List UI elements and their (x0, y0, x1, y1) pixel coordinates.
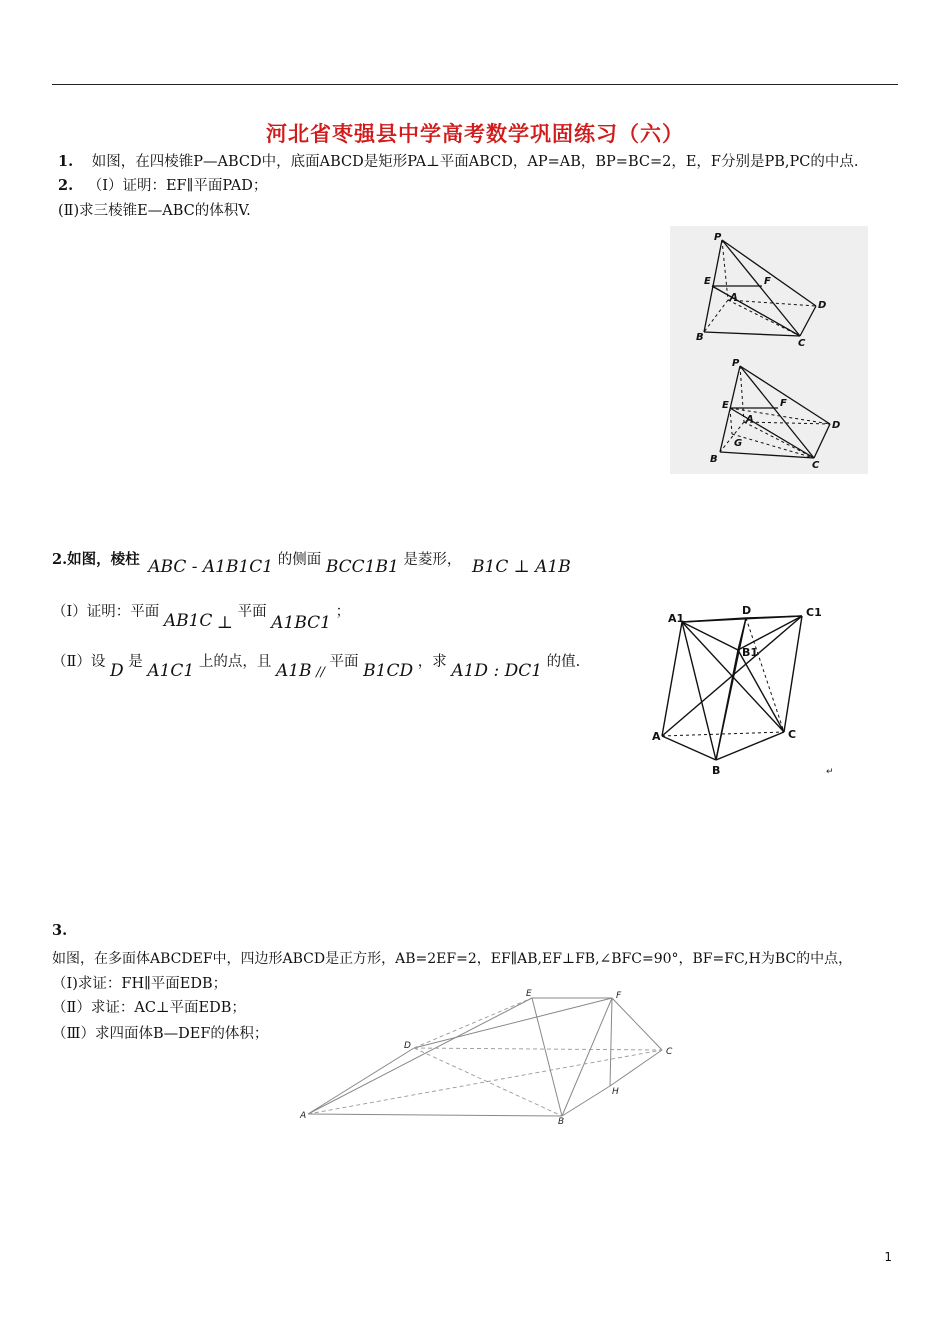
fig1-label-c: C (798, 338, 806, 349)
q2-part2-plane: B1CD (363, 661, 414, 681)
q2-part2-point: D (109, 661, 124, 681)
page-number: 1 (884, 1250, 892, 1264)
fig2-label-g: G (734, 438, 743, 449)
q2-perp: B1C ⊥ A1B (472, 557, 571, 577)
q2-part2-on: 上的点，且 (198, 654, 272, 670)
q2-part2-ratio: A1D : DC1 (451, 661, 543, 681)
q2-part1-label: （Ⅰ）证明：平面 (52, 604, 160, 620)
fig3-return-mark: ↵ (826, 767, 834, 777)
fig3-label-b: B (712, 764, 721, 777)
q2-part2-seg: A1C1 (147, 661, 195, 681)
fig3-label-c1: C1 (806, 606, 822, 619)
fig4-label-f: F (616, 991, 622, 1001)
q1-stem: 如图，在四棱锥P—ABCD中，底面ABCD是矩形PA⊥平面ABCD，AP=AB，BP=BC=2，E，F分别是PB,PC的中点. (91, 154, 859, 170)
q1-stem-line (58, 150, 858, 171)
q2-part1-plane-word: 平面 (237, 604, 267, 620)
page-title: 河北省枣强县中学高考数学巩固练习（六） (266, 121, 684, 146)
fig1-label-a: A (730, 292, 738, 303)
q2-part1-end: ； (335, 604, 351, 620)
q2-part1-line (52, 600, 351, 633)
q2-part1-plane2: A1BC1 (271, 613, 331, 633)
q2-part2-is: 是 (128, 654, 143, 670)
q2-part2-end: 的值. (546, 654, 581, 670)
fig4-label-h: H (612, 1087, 619, 1097)
q2-part2-line (52, 650, 581, 681)
fig3-label-c: C (788, 728, 797, 741)
fig2-label-p: P (732, 358, 740, 369)
q1-figure-photo (670, 226, 868, 474)
q3-polyhedron-figure (296, 986, 686, 1124)
q2-rhombus: 是菱形， (403, 552, 462, 568)
fig3-label-b1: B1 (742, 646, 759, 659)
fig1-label-d: D (818, 300, 827, 311)
q2-part1-plane1: AB1C (163, 611, 213, 631)
fig2-label-e: E (722, 400, 729, 411)
fig1-label-b: B (696, 332, 704, 343)
q2-part1-perp: ⊥ (217, 613, 234, 633)
q1-number: 1. (58, 153, 74, 170)
q1-part1: （Ⅰ）证明：EF∥平面PAD； (87, 178, 268, 194)
fig2-label-a: A (746, 414, 754, 425)
q2-prism-figure (650, 600, 850, 780)
q2-prism: ABC - A1B1C1 (148, 557, 274, 577)
fig4-label-b: B (558, 1117, 565, 1124)
q2-part2-parallel: // (316, 665, 325, 680)
fig2-label-d: D (832, 420, 841, 431)
fig4-label-d: D (404, 1041, 411, 1051)
q2-face: BCC1B1 (325, 557, 399, 577)
q3-stem: 如图，在多面体ABCDEF中，四边形ABCD是正方形，AB=2EF=2，EF∥AB,EF⊥FB,∠BFC=90°，BF=FC,H为BC的中点， (52, 951, 853, 967)
q2-part2-plane-word: 平面 (329, 654, 359, 670)
q2-prism-diagram (650, 600, 850, 780)
q2-intro: 2.如图，棱柱 (52, 551, 140, 568)
fig2-label-f: F (780, 398, 787, 409)
q3-part2: （Ⅱ）求证：AC⊥平面EDB； (52, 1000, 246, 1016)
fig3-label-d: D (742, 604, 752, 617)
fig4-label-e: E (526, 989, 532, 999)
q1-part1-number: 2. (58, 177, 74, 194)
q3-polyhedron-diagram (296, 986, 686, 1124)
fig1-label-f: F (764, 276, 771, 287)
fig4-label-a: A (300, 1111, 307, 1121)
q2-part2-ask: ，求 (417, 654, 447, 670)
fig2-label-b: B (710, 454, 718, 465)
q3-part1: （Ⅰ)求证：FH∥平面EDB； (52, 976, 228, 992)
q3-number: 3. (52, 922, 68, 939)
q1-part2: (Ⅱ)求三棱锥E—ABC的体积V. (58, 203, 251, 219)
q1-pyramid-diagrams (670, 226, 868, 474)
fig1-label-p: P (714, 232, 722, 243)
q2-stem-line (52, 548, 571, 577)
fig3-label-a1: A1 (668, 612, 685, 625)
fig1-label-e: E (704, 276, 711, 287)
q2-part2-line-a1b: A1B (275, 661, 312, 681)
q3-part3: （Ⅲ）求四面体B—DEF的体积； (52, 1026, 269, 1042)
q2-part2-label: （Ⅱ）设 (52, 654, 106, 670)
fig2-label-c: C (812, 460, 820, 471)
header-rule (52, 84, 898, 85)
fig4-label-c: C (666, 1047, 673, 1057)
fig3-label-a: A (652, 730, 661, 743)
q1-part1-line (58, 174, 267, 195)
q2-side-text: 的侧面 (277, 552, 322, 568)
